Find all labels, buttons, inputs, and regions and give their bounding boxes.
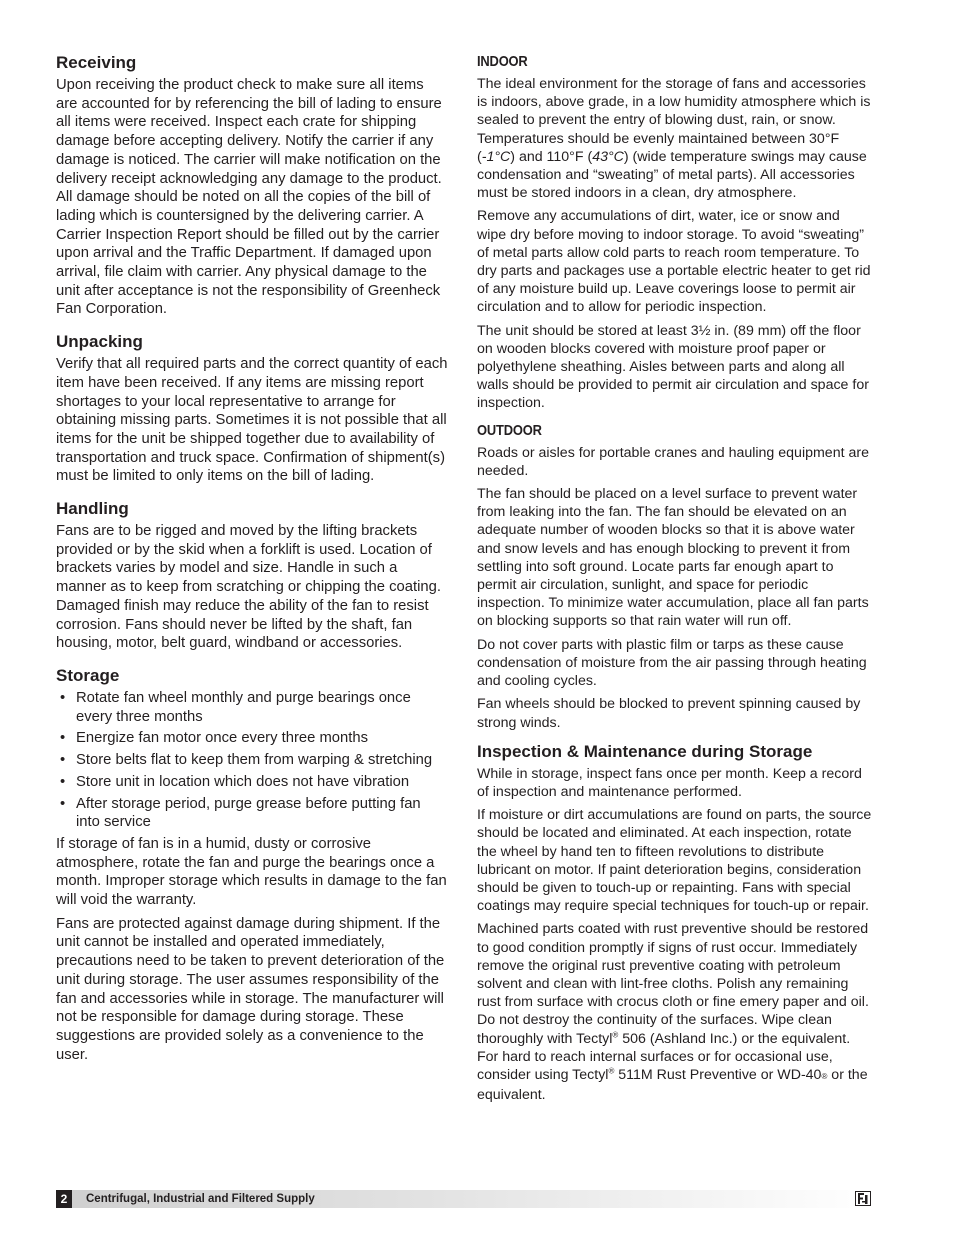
outdoor-paragraph-4: Fan wheels should be blocked to prevent spinning caused by strong winds. bbox=[477, 696, 861, 731]
handling-heading: Handling bbox=[56, 499, 129, 519]
indoor-paragraph-2: Remove any accumulations of dirt, water, ice or snow and wipe dry before moving to indoor storage. To avoid “sweating” of metal parts allow cold parts to reach room temperature. To dry parts and packages use a portable electric heater to get rid of any moisture build up. Leave coverings loose to permit air circulation and to allow for periodic inspection. bbox=[477, 208, 871, 316]
indoor-temp-high: 43°C bbox=[592, 148, 624, 165]
indoor-paragraph-1 bbox=[477, 75, 872, 202]
right-column bbox=[477, 52, 872, 1109]
inspection-paragraph-3 bbox=[477, 920, 872, 1104]
inspection-heading: Inspection & Maintenance during Storage bbox=[477, 741, 813, 761]
page-footer bbox=[56, 1190, 873, 1208]
inspection-paragraph-2: If moisture or dirt accumulations are found on parts, the source should be located and eliminated. At each inspection, rotate the wheel by hand ten to fifteen revolutions to distribute lubricant on motor. If paint deterioration begins, consideration should be given to touch-up or repainting. Fans with special coatings may require special techniques for touch-up or repair. bbox=[477, 807, 872, 915]
storage-bullet-list bbox=[56, 689, 448, 832]
indoor-text-c: ) and 110°F ( bbox=[510, 148, 593, 165]
outdoor-paragraph-3: Do not cover parts with plastic film or tarps as these cause condensation of moisture from the air passing through heating and cooling cycles. bbox=[477, 636, 867, 690]
outdoor-section bbox=[477, 421, 872, 732]
inspection-text-c: 511M Rust Preventive or WD-40 bbox=[614, 1066, 822, 1083]
indoor-paragraph-3: The unit should be stored at least 3½ in. (89 mm) off the floor on wooden blocks covered with moisture proof paper or polyethylene sheathing. Aisles between parts and along all walls should be provided to permit air circulation and space for inspection. bbox=[477, 322, 869, 412]
indoor-text-e: ) (wide temperature swings may cause condensation and “sweating” of metal parts). All accessories must be stored indoors in a clean, dry atmosphere. bbox=[477, 148, 867, 202]
handling-paragraph: Fans are to be rigged and moved by the lifting brackets provided or by the skid when a forklift is used. Location of brackets varies by model and size. Handle in such a manner as to keep from scratching or chipping the coating. Damaged finish may reduce the ability of the fan to resist corrosion. Fans should never be lifted by the shaft, fan housing, motor, belt guard, windband or accessories. bbox=[56, 523, 441, 652]
unpacking-heading: Unpacking bbox=[56, 332, 143, 352]
inspection-section bbox=[477, 741, 872, 1105]
receiving-heading: Receiving bbox=[56, 53, 137, 72]
receiving-section bbox=[56, 52, 448, 319]
unpacking-paragraph: Verify that all required parts and the correct quantity of each item have been received. If any items are missing report shortages to your local representative to arrange for obtaining missing parts. Sometimes it is not possible that all items for the unit be shipped together due to availability of transportation and truck space. Confirmation of shipment(s) must be limited to only items on the bill of lading. bbox=[56, 356, 448, 485]
indoor-text-a: The ideal environment for the storage of fans and accessories is indoors, above grade, in a low humidity atmosphere which is sealed to prevent the entry of blowing dust, rain, or snow. Temperatures should be evenly maintained between 30°F ( bbox=[477, 76, 871, 165]
registered-mark: ® bbox=[612, 1029, 619, 1039]
indoor-section bbox=[477, 52, 872, 413]
registered-mark: ® bbox=[821, 1071, 828, 1081]
list-item: • Store belts flat to keep them from warping & stretching bbox=[56, 751, 448, 770]
registered-mark: ® bbox=[608, 1066, 615, 1076]
inspection-text-a: Machined parts coated with rust preventive should be restored to good condition promptly if signs of rust occur. Immediately remove the original rust preventive coating with petroleum solvent and clean with lint-free cloths. Polish any remaining rust from surface with crocus cloth or fine emery paper and oil. Do not destroy the continuity of the surfaces. Wipe clean thoroughly with Tectyl bbox=[477, 921, 869, 1047]
page-number: 2 bbox=[56, 1190, 72, 1208]
inspection-text-b: 506 (Ashland Inc.) or the equivalent. For hard to reach internal surfaces or for occasional use, consider using Tectyl bbox=[477, 1030, 851, 1083]
list-item: • Energize fan motor once every three months bbox=[56, 729, 448, 748]
outdoor-heading: OUTDOOR bbox=[477, 421, 542, 439]
list-item: • Rotate fan wheel monthly and purge bearings once every three months bbox=[56, 689, 448, 726]
outdoor-paragraph-1: Roads or aisles for portable cranes and hauling equipment are needed. bbox=[477, 444, 869, 479]
storage-heading: Storage bbox=[56, 665, 120, 685]
list-item: • After storage period, purge grease before putting fan into service bbox=[56, 795, 448, 832]
inspection-text-d: or the equivalent. bbox=[477, 1066, 868, 1104]
list-item: • Store unit in location which does not have vibration bbox=[56, 773, 448, 792]
storage-section bbox=[56, 665, 448, 1064]
footer-title: Centrifugal, Industrial and Filtered Supply bbox=[86, 1193, 315, 1205]
unpacking-section bbox=[56, 331, 448, 486]
storage-paragraph-1: If storage of fan is in a humid, dusty or corrosive atmosphere, rotate the fan and purge the bearings once a month. Improper storage which results in damage to the fan will void the warranty. bbox=[56, 835, 447, 909]
handling-section bbox=[56, 498, 448, 653]
inspection-paragraph-1: While in storage, inspect fans once per month. Keep a record of inspection and maintenance performed. bbox=[477, 765, 862, 800]
indoor-heading: INDOOR bbox=[477, 53, 528, 70]
greenheck-logo-icon bbox=[855, 1191, 871, 1206]
outdoor-paragraph-2: The fan should be placed on a level surface to prevent water from leaking into the fan. The fan should be elevated on an adequate number of wooden blocks so that it is above water and snow levels and has enough blocking to prevent it from settling into soft ground. Locate parts far enough apart to permit air circulation, sunlight, and space for periodic inspection. To minimize water accumulation, place all fan parts on blocking supports so that rain water will run off. bbox=[477, 486, 869, 630]
indoor-temp-low: -1°C bbox=[481, 148, 511, 165]
receiving-paragraph: Upon receiving the product check to make sure all items are accounted for by referencing the bill of lading to ensure all items were received. Inspect each crate for shipping damage before accepting delivery. Notify the carrier if any damage is noticed. The carrier will make notification on the delivery receipt acknowledging any damage to the product. All damage should be noted on all the copies of the bill of lading which is countersigned by the delivering carrier. A Carrier Inspection Report should be filled out by the carrier upon arrival and the Traffic Department. If damaged upon arrival, file claim with carrier. Any physical damage to the unit after acceptance is not the responsibility of Greenheck Fan Corporation. bbox=[56, 77, 442, 318]
storage-paragraph-2: Fans are protected against damage during shipment. If the unit cannot be installed and operated immediately, precautions need to be taken to prevent deterioration of the unit during storage. The user assumes responsibility of the fan and accessories while in storage. The manufacturer will not be responsible for damage during storage. These suggestions are provided solely as a convenience to the user. bbox=[56, 915, 445, 1063]
left-column bbox=[56, 52, 448, 1069]
